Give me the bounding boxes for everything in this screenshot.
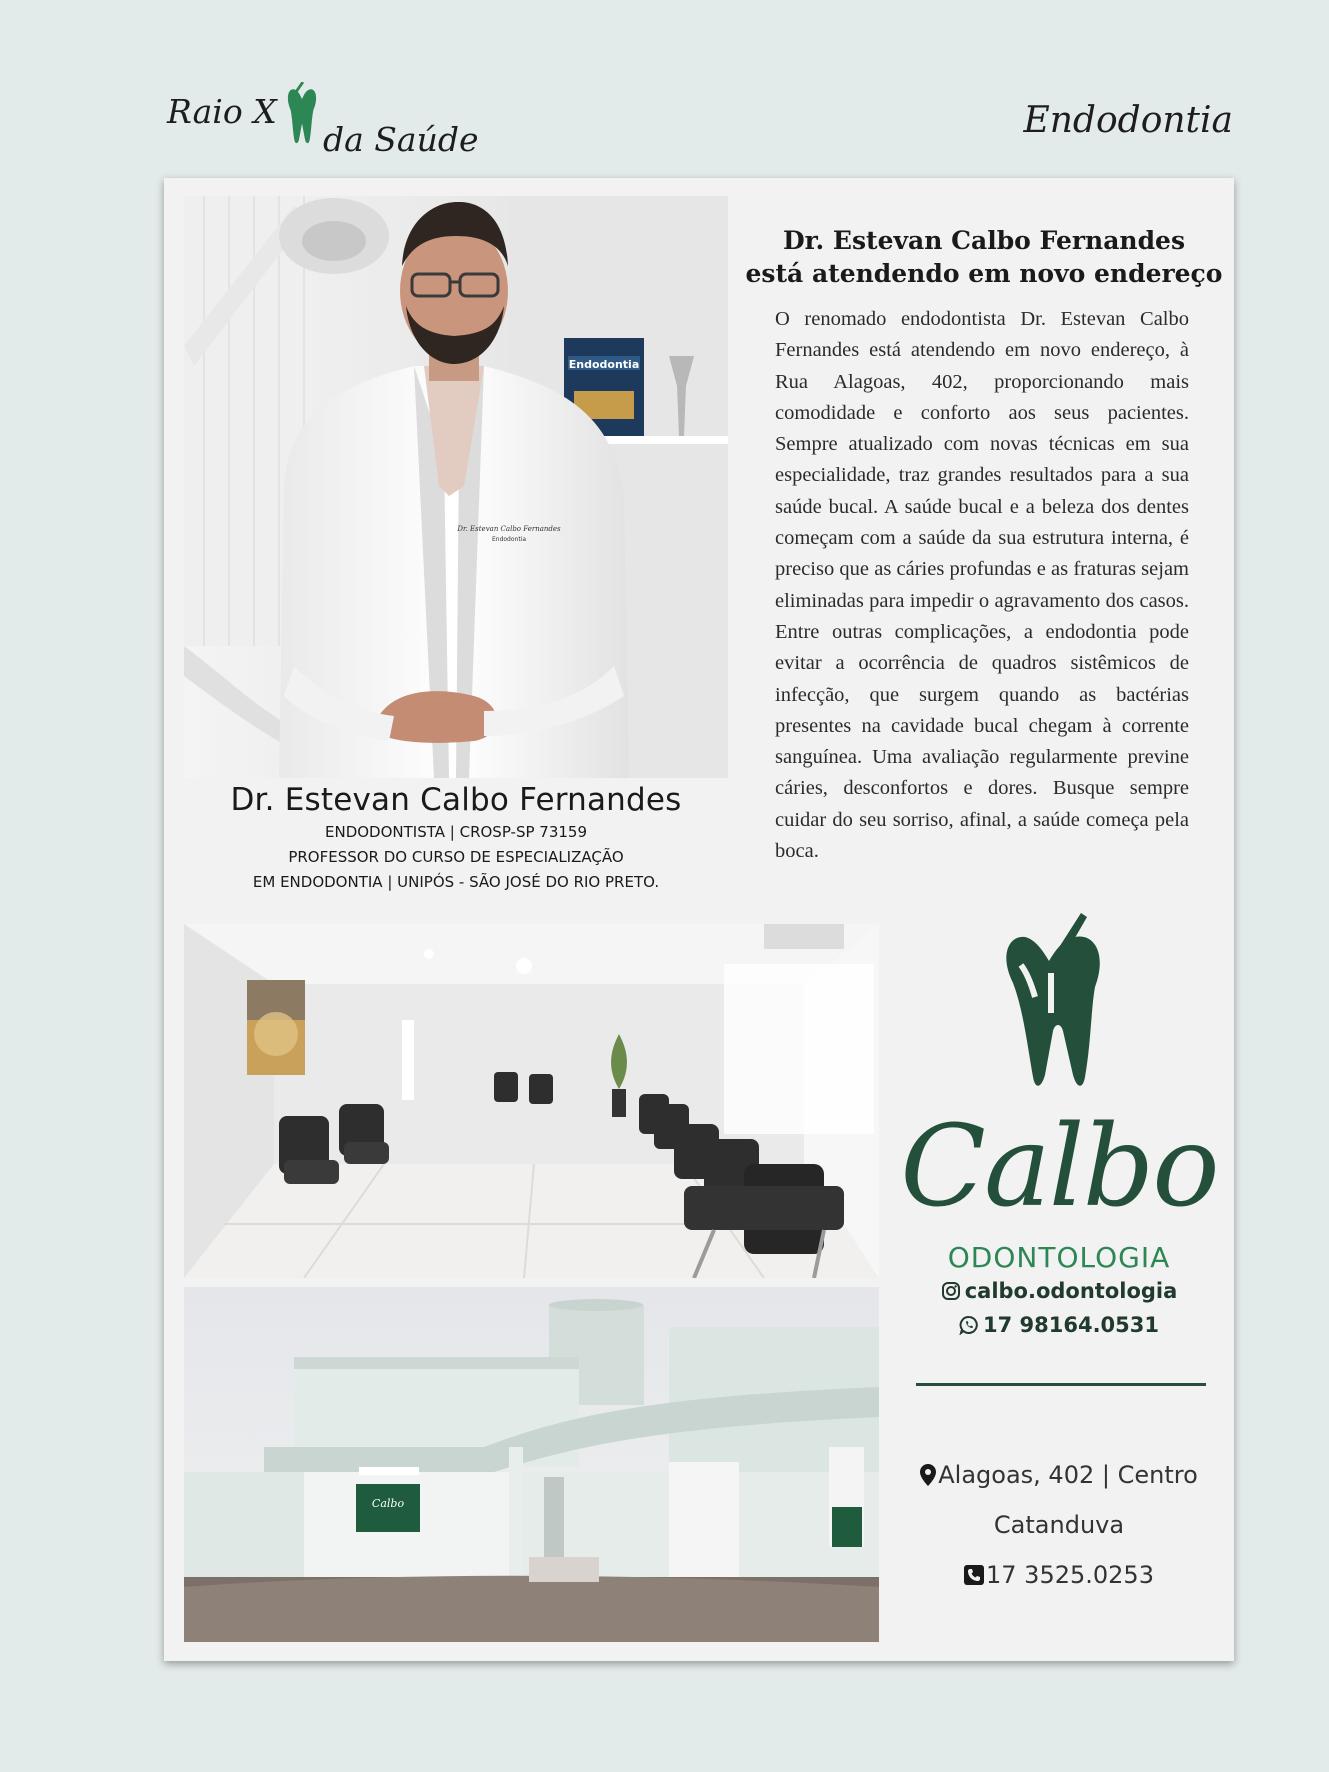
clinic-facade-photo (184, 1287, 879, 1642)
brand-wordmark: Calbo (900, 1102, 1218, 1232)
section-topic: Endodontia (1023, 100, 1233, 141)
article-title (739, 224, 1229, 290)
waiting-room-photo (184, 924, 879, 1278)
address-city: Catanduva (993, 1511, 1125, 1539)
header-da-saude: da Saúde (323, 120, 479, 159)
tooth-logo-icon (283, 82, 321, 148)
brand-subtitle: ODONTOLOGIA (947, 1241, 1171, 1274)
facade-sign-text: Calbo (371, 1497, 405, 1510)
doctor-role-line1: PROFESSOR DO CURSO DE ESPECIALIZAÇÃO (288, 848, 624, 866)
whatsapp-number: 17 98164.0531 (982, 1313, 1160, 1337)
phone-icon (964, 1565, 984, 1585)
article-card (164, 178, 1234, 1661)
address-street: Alagoas, 402 | Centro (938, 1461, 1198, 1489)
address-city-row (899, 1500, 1219, 1550)
doctor-portrait-photo (184, 196, 728, 778)
brand-block (899, 913, 1219, 1342)
tooth-logo-icon (999, 913, 1119, 1103)
magazine-section-header (165, 82, 485, 162)
address-street-row (899, 1450, 1219, 1500)
coat-embroidery-name: Dr. Estevan Calbo Fernandes (457, 525, 561, 533)
article-body: O renomado endodontista Dr. Estevan Calbo Fernandes está atendendo em novo endereço, à Rua Alagoas, 402, proporcionando mais comodidade e conforto aos seus pacientes. Sempre atualizado com novas técnicas em sua especialidade, traz grandes resultados para a sua saúde bucal. A saúde bucal e a beleza dos dentes começam com a saúde da sua estrutura interna, é preciso que as cáries profundas e as fraturas sejam eliminadas para impedir o agravamento dos casos. Entre outras complicações, a endodontia pode evitar a ocorrência de quadros sistêmicos de infecção, que surgem quando as bactérias presentes na cavidade bucal chegam à corrente sanguínea. Uma avaliação regularmente previne cáries, desconfortos e dores. Busque sempre cuidar do seu sorriso, afinal, a saúde começa pela boca. (775, 308, 1189, 863)
doctor-credential: ENDODONTISTA | CROSP-SP 73159 (325, 823, 587, 841)
map-pin-icon (920, 1464, 936, 1486)
instagram-contact (899, 1274, 1219, 1308)
coat-embroidery-spec: Endodontia (491, 536, 527, 543)
whatsapp-contact (899, 1308, 1219, 1342)
whatsapp-icon (959, 1315, 979, 1335)
instagram-handle: calbo.odontologia (964, 1279, 1178, 1303)
doctor-role-line2: EM ENDODONTIA | UNIPÓS - SÃO JOSÉ DO RIO PRETO. (252, 873, 660, 891)
article-title-line2: está atendendo em novo endereço (745, 259, 1223, 288)
address-phone: 17 3525.0253 (986, 1561, 1154, 1589)
article-title-line1: Dr. Estevan Calbo Fernandes (782, 226, 1186, 255)
address-phone-row (899, 1550, 1219, 1600)
brand-divider (916, 1383, 1206, 1386)
header-raio-x: Raio X (167, 92, 277, 131)
doctor-caption (184, 780, 728, 895)
book-title: Endodontia (568, 358, 640, 371)
address-block (899, 1450, 1219, 1600)
instagram-icon (941, 1281, 961, 1301)
doctor-name: Dr. Estevan Calbo Fernandes (230, 782, 682, 818)
